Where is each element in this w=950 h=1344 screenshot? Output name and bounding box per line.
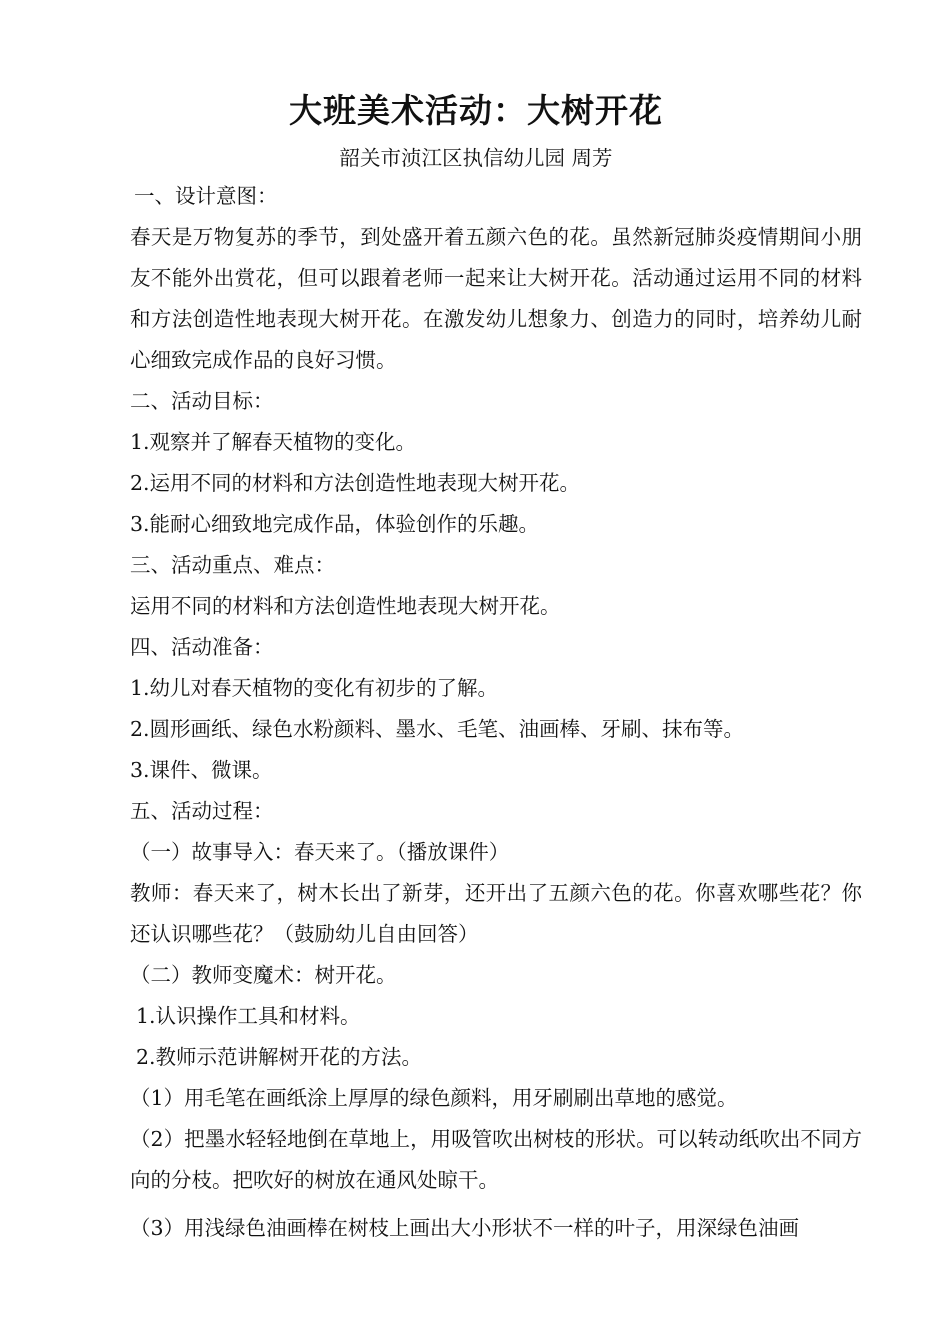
list-item-step-2: 2.教师示范讲解树开花的方法。	[136, 1045, 423, 1069]
list-item-preparation-1: 1.幼儿对春天植物的变化有初步的了解。	[130, 676, 499, 700]
document-title: 大班美术活动：大树开花	[289, 91, 663, 130]
body-paragraph-key-points: 运用不同的材料和方法创造性地表现大树开花。	[130, 594, 561, 618]
body-paragraph-design-intent: 春天是万物复苏的季节，到处盛开着五颜六色的花。虽然新冠肺炎疫情期间小朋友不能外出赏花，但可以跟着老师一起来让大树开花。活动通过运用不同的材料和方法创造性地表现大树开花。在激发幼儿想象力、创造力的同时，培养幼儿耐心细致完成作品的良好习惯。	[130, 225, 862, 372]
subsection-heading-story-intro: （一）故事导入：春天来了。（播放课件）	[130, 840, 510, 864]
section-heading-preparation: 四、活动准备：	[130, 635, 274, 659]
list-item-goal-3: 3.能耐心细致地完成作品，体验创作的乐趣。	[130, 512, 540, 536]
list-item-preparation-2: 2.圆形画纸、绿色水粉颜料、墨水、毛笔、油画棒、牙刷、抹布等。	[130, 717, 745, 741]
list-item-substep-1: （1）用毛笔在画纸涂上厚厚的绿色颜料，用牙刷刷出草地的感觉。	[130, 1086, 738, 1110]
subsection-heading-magic: （二）教师变魔术：树开花。	[130, 963, 397, 987]
section-heading-key-points: 三、活动重点、难点：	[130, 553, 335, 577]
document-page	[90, 82, 862, 1249]
section-heading-design-intent: 一、设计意图：	[134, 184, 278, 208]
body-paragraph-teacher-dialogue: 教师：春天来了，树木长出了新芽，还开出了五颜六色的花。你喜欢哪些花？你还认识哪些花？（鼓励幼儿自由回答）	[130, 881, 862, 946]
list-item-substep-3: （3）用浅绿色油画棒在树枝上画出大小形状不一样的叶子，用深绿色油画	[130, 1216, 800, 1240]
document-author: 韶关市浈江区执信幼儿园 周芳	[339, 146, 613, 170]
list-item-goal-2: 2.运用不同的材料和方法创造性地表现大树开花。	[130, 471, 581, 495]
section-heading-process: 五、活动过程：	[130, 799, 274, 823]
list-item-preparation-3: 3.课件、微课。	[130, 758, 273, 782]
list-item-substep-2: （2）把墨水轻轻地倒在草地上，用吸管吹出树枝的形状。可以转动纸吹出不同方向的分枝。把吹好的树放在通风处晾干。	[130, 1127, 862, 1192]
section-heading-goals: 二、活动目标：	[130, 389, 274, 413]
list-item-step-1: 1.认识操作工具和材料。	[136, 1004, 361, 1028]
list-item-goal-1: 1.观察并了解春天植物的变化。	[130, 430, 417, 454]
